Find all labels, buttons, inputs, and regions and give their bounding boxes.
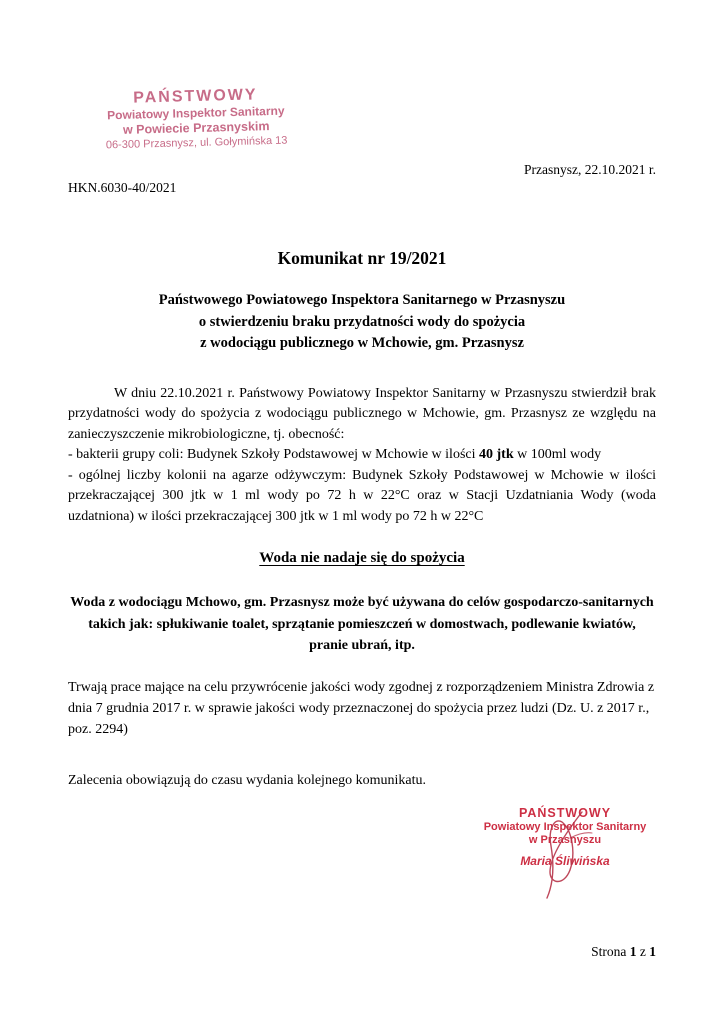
stamp-line: Powiatowy Inspektor Sanitarny — [107, 104, 285, 123]
stamp-line: PAŃSTWOWY — [518, 806, 612, 820]
stamp-line: w Przasnyszu — [528, 833, 602, 846]
coli-text-after: w 100ml wody — [513, 447, 602, 462]
subtitle-line: o stwierdzeniu braku przydatności wody do spożycia — [198, 313, 526, 330]
stamp-line: PAŃSTWOWY — [133, 86, 258, 107]
usage-notice: Woda z wodociągu Mchowo, gm. Przasnysz może być używana do celów gospodarczo-sanitarnych takich jak: spłukiwanie toalet, sprzątanie pomieszczeń w domostwach, podlewanie kwiatów, pranie ubrań, itp. — [70, 595, 654, 653]
intro-paragraph: W dniu 22.10.2021 r. Państwowy Powiatowy Inspektor Sanitarny w Przasnyszu stwierdził brak przydatności wody do spożycia z wodociągu publicznego w Mchowie, gm. Przasnysz ze względu na zanieczyszczenie mikrobiologiczne, tj. obecność: — [68, 385, 656, 442]
coli-value: 40 jtk — [479, 447, 514, 462]
signature-stamp — [473, 806, 657, 868]
subtitle-line: Państwowego Powiatowego Inspektora Sanitarnego w Przasnyszu — [158, 292, 566, 308]
sanitary-inspector-stamp — [89, 85, 303, 152]
stamp-line: w Powiecie Przasnyskim — [122, 119, 270, 138]
document-content — [0, 162, 724, 789]
place-and-date: Przasnysz, 22.10.2021 r. — [524, 162, 656, 177]
agar-finding: - ogólnej liczby kolonii na agarze odżywczym: Budynek Szkoły Podstawowej w Mchowie w ilości przekraczającej 300 jtk w 1 ml wody po 72 h w 22°C oraz w Stacji Uzdatniania Wody (woda uzdatniona) w ilości przekraczającej 300 jtk w 1 ml wody po 72 h w 22°C — [68, 467, 656, 524]
inspector-name: Maria Śliwińska — [520, 853, 610, 868]
document-subtitle — [68, 290, 656, 355]
stamp-line: 06-300 Przasnysz, ul. Gołymińska 13 — [105, 134, 288, 151]
footer-total-pages: 1 — [649, 944, 656, 959]
restoration-works-paragraph: Trwają prace mające na celu przywrócenie jakości wody zgodnej z rozporządzeniem Ministra Zdrowia z dnia 7 grudnia 2017 r. w sprawie jakości wody przeznaczonej do spożycia przez ludzi (Dz. U. z 2017 r., poz. 2294) — [68, 679, 655, 737]
validity-note: Zalecenia obowiązują do czasu wydania kolejnego komunikatu. — [68, 772, 427, 788]
page-footer — [591, 944, 656, 960]
coli-text-before: - bakterii grupy coli: Budynek Szkoły Podstawowej w Mchowie w ilości — [68, 447, 479, 462]
footer-separator: z — [639, 944, 646, 959]
warning-heading: Woda nie nadaje się do spożycia — [259, 550, 465, 566]
footer-page-number: 1 — [629, 944, 637, 959]
body-text — [68, 384, 656, 528]
document-title: Komunikat nr 19/2021 — [277, 248, 447, 268]
subtitle-line: z wodociągu publicznego w Mchowie, gm. Przasnysz — [200, 335, 524, 351]
reference-number: HKN.6030-40/2021 — [68, 180, 177, 195]
footer-label: Strona — [591, 944, 627, 959]
stamp-line: Powiatowy Inspektor Sanitarny — [483, 820, 647, 833]
coli-finding — [68, 445, 656, 466]
